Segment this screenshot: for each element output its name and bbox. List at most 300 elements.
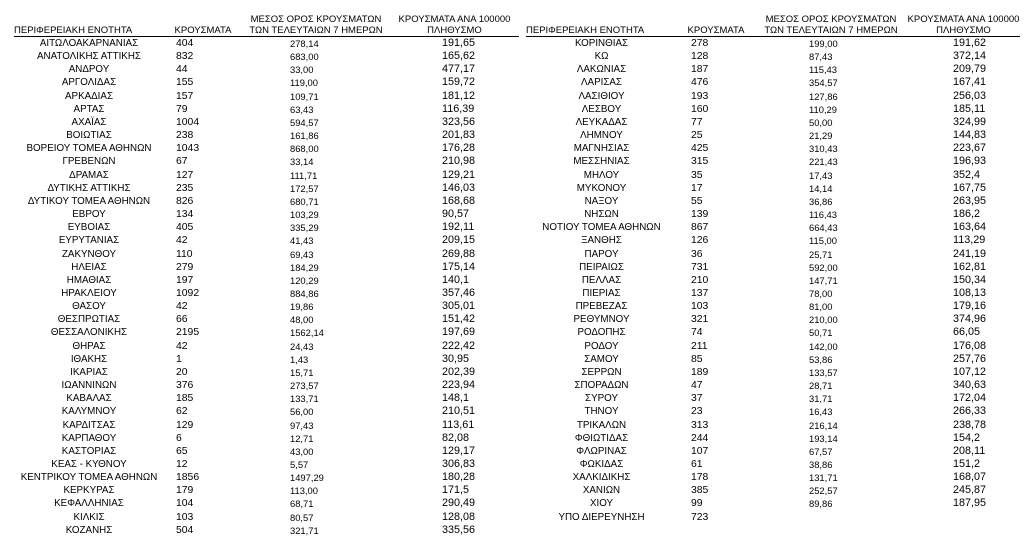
avg7-cell: 111,71 xyxy=(290,169,318,181)
per100k-cell: 176,08 xyxy=(953,339,987,352)
region-name-cell: ΚΕΡΚΥΡΑΣ xyxy=(63,485,115,497)
region-name-cell: ΦΛΩΡΙΝΑΣ xyxy=(576,445,627,457)
cases-cell: 110 xyxy=(176,248,193,260)
cases-cell: 504 xyxy=(176,524,194,536)
avg7-cell: 868,00 xyxy=(290,143,319,155)
avg7-cell: 335,29 xyxy=(290,222,319,234)
avg7-cell: 16,43 xyxy=(809,406,833,418)
table-row xyxy=(14,274,519,287)
cases-cell: 867 xyxy=(691,222,709,234)
table-row xyxy=(526,274,1020,287)
avg7-cell: 68,71 xyxy=(290,498,314,510)
region-name-cell: ΥΠΟ ΔΙΕΡΕΥΝΗΣΗ xyxy=(558,511,645,523)
region-name-cell: ΗΛΕΙΑΣ xyxy=(71,261,107,273)
per100k-cell: 176,28 xyxy=(442,142,476,155)
avg7-cell: 97,43 xyxy=(290,419,314,431)
cases-cell: 127 xyxy=(176,169,194,181)
table-row xyxy=(14,63,519,76)
cases-cell: 157 xyxy=(176,90,194,102)
table-row xyxy=(526,90,1020,103)
avg7-cell: 48,00 xyxy=(290,314,314,326)
per100k-cell: 116,39 xyxy=(442,102,475,115)
region-name-cell: ΡΟΔΟΠΗΣ xyxy=(577,327,626,339)
table-row xyxy=(526,50,1020,63)
region-name-cell: ΛΑΡΙΣΑΣ xyxy=(581,77,622,89)
cases-cell: 25 xyxy=(691,130,703,142)
region-name-cell: ΛΑΚΩΝΙΑΣ xyxy=(576,64,627,76)
cases-cell: 210 xyxy=(691,274,709,286)
table-row xyxy=(526,392,1020,405)
avg7-cell: 664,43 xyxy=(809,222,838,234)
table-row xyxy=(526,182,1020,195)
cases-cell: 103 xyxy=(176,511,194,523)
cases-cell: 313 xyxy=(691,419,709,431)
region-name-cell: ΦΘΙΩΤΙΔΑΣ xyxy=(574,432,629,444)
table-row xyxy=(526,169,1020,182)
per100k-cell: 172,04 xyxy=(953,392,987,405)
per100k-cell: 167,75 xyxy=(953,181,987,194)
avg7-cell: 87,43 xyxy=(809,51,833,63)
cases-cell: 104 xyxy=(176,498,194,510)
region-name-cell: ΣΕΡΡΩΝ xyxy=(581,366,622,378)
region-name-cell: ΡΟΔΟΥ xyxy=(584,340,619,352)
region-name-cell: ΚΟΡΙΝΘΙΑΣ xyxy=(574,38,629,49)
region-name-cell: ΘΑΣΟΥ xyxy=(72,301,106,313)
per100k-cell: 324,99 xyxy=(953,115,987,128)
table-row xyxy=(14,353,519,366)
region-name-cell: ΒΟΙΩΤΙΑΣ xyxy=(66,130,112,142)
avg7-cell: 36,86 xyxy=(809,195,833,207)
header-region: ΠΕΡΙΦΕΡΕΙΑΚΗ ΕΝΟΤΗΤΑ xyxy=(526,0,677,37)
per100k-cell: 266,33 xyxy=(953,405,987,418)
avg7-cell: 50,00 xyxy=(809,116,833,128)
per100k-cell xyxy=(907,511,1020,524)
avg7-cell: 63,43 xyxy=(290,103,314,115)
table-row xyxy=(526,458,1020,471)
region-name-cell: ΙΩΑΝΝΙΝΩΝ xyxy=(61,380,117,392)
region-name-cell: ΜΗΛΟΥ xyxy=(583,169,620,181)
avg7-cell: 15,71 xyxy=(290,366,314,378)
avg7-cell: 12,71 xyxy=(290,432,314,444)
region-name-cell: ΧΑΝΙΩΝ xyxy=(582,485,621,497)
avg7-cell: 133,57 xyxy=(809,366,838,378)
per100k-cell: 223,94 xyxy=(442,379,476,392)
table-row xyxy=(526,379,1020,392)
table-row xyxy=(14,497,519,510)
cases-cell: 185 xyxy=(176,393,194,405)
table-row xyxy=(14,392,519,405)
table-row xyxy=(14,261,519,274)
table-row xyxy=(14,405,519,418)
table-row xyxy=(526,76,1020,89)
region-name-cell: ΔΡΑΜΑΣ xyxy=(69,169,109,181)
avg7-cell: 67,57 xyxy=(809,445,833,457)
region-name-cell: ΕΥΒΟΙΑΣ xyxy=(67,222,111,234)
per100k-cell: 477,17 xyxy=(442,63,476,76)
table-row xyxy=(14,511,519,524)
per100k-cell: 222,42 xyxy=(442,339,476,352)
avg7-cell: 216,14 xyxy=(809,419,838,431)
table-row xyxy=(526,497,1020,510)
per100k-cell: 372,14 xyxy=(953,50,987,63)
region-name-cell: ΛΑΣΙΘΙΟΥ xyxy=(578,90,625,102)
cases-cell: 12 xyxy=(176,459,188,470)
table-row xyxy=(14,76,519,89)
per100k-cell: 209,79 xyxy=(953,63,987,76)
region-name-cell: ΘΕΣΣΑΛΟΝΙΚΗΣ xyxy=(50,327,128,339)
avg7-cell: 147,71 xyxy=(809,274,838,286)
region-name-cell: ΓΡΕΒΕΝΩΝ xyxy=(62,156,116,168)
region-name-cell: ΜΥΚΟΝΟΥ xyxy=(576,182,627,194)
per100k-cell: 323,56 xyxy=(442,115,476,128)
table-row xyxy=(526,432,1020,445)
per100k-cell: 148,1 xyxy=(442,392,470,405)
table-row xyxy=(526,63,1020,76)
region-name-cell: ΔΥΤΙΚΗΣ ΑΤΤΙΚΗΣ xyxy=(47,182,131,194)
per100k-cell: 113,61 xyxy=(442,418,475,431)
cases-cell: 476 xyxy=(691,77,709,89)
region-name-cell: ΚΩ xyxy=(594,51,609,63)
avg7-cell: 273,57 xyxy=(290,380,319,392)
region-name-cell: ΜΑΓΝΗΣΙΑΣ xyxy=(573,143,630,155)
per100k-cell: 269,88 xyxy=(442,247,476,260)
region-name-cell: ΚΑΣΤΟΡΙΑΣ xyxy=(61,445,117,457)
region-name-cell: ΗΡΑΚΛΕΙΟΥ xyxy=(61,287,117,299)
region-name-cell: ΜΕΣΣΗΝΙΑΣ xyxy=(573,156,630,168)
cases-cell: 1004 xyxy=(176,116,200,128)
cases-cell: 2195 xyxy=(176,327,200,339)
cases-cell: 139 xyxy=(691,209,709,221)
cases-cell: 42 xyxy=(176,235,188,247)
per100k-cell: 171,5 xyxy=(442,484,470,497)
region-name-cell: ΠΙΕΡΙΑΣ xyxy=(582,287,621,299)
table-row xyxy=(14,182,519,195)
cases-cell: 155 xyxy=(176,77,194,89)
per100k-cell: 165,62 xyxy=(442,50,476,63)
avg7-cell: 115,00 xyxy=(809,235,837,247)
cases-cell: 47 xyxy=(691,380,703,392)
region-name-cell: ΛΕΥΚΑΔΑΣ xyxy=(575,116,628,128)
per100k-cell: 113,29 xyxy=(953,234,986,247)
region-name-cell: ΠΡΕΒΕΖΑΣ xyxy=(575,301,628,313)
per100k-cell: 168,07 xyxy=(953,471,987,484)
cases-cell: 826 xyxy=(176,195,194,207)
table-row xyxy=(14,432,519,445)
cases-cell: 137 xyxy=(691,287,709,299)
region-name-cell: ΝΗΣΩΝ xyxy=(584,209,619,221)
per100k-cell: 144,83 xyxy=(953,129,987,142)
per100k-cell: 238,78 xyxy=(953,418,987,431)
header-per100k: ΚΡΟΥΣΜΑΤΑ ΑΝΑ 100000 ΠΛΗΘΥΣΜΟ xyxy=(390,0,519,37)
region-name-cell: ΚΑΛΥΜΝΟΥ xyxy=(61,406,117,418)
cases-cell: 1 xyxy=(176,353,182,365)
region-name-cell: ΑΡΚΑΔΙΑΣ xyxy=(65,90,113,102)
cases-cell: 244 xyxy=(691,432,709,444)
table-row xyxy=(526,195,1020,208)
header-region: ΠΕΡΙΦΕΡΕΙΑΚΗ ΕΝΟΤΗΤΑ xyxy=(14,0,164,37)
region-name-cell: ΚΑΒΑΛΑΣ xyxy=(66,393,112,405)
cases-cell: 44 xyxy=(176,64,188,76)
cases-cell: 376 xyxy=(176,380,194,392)
table-row xyxy=(526,366,1020,379)
cases-cell: 197 xyxy=(176,274,194,286)
cases-cell: 42 xyxy=(176,301,188,313)
region-name-cell: ΚΙΛΚΙΣ xyxy=(73,511,105,523)
table-row xyxy=(14,300,519,313)
header-avg7: ΜΕΣΟΣ ΟΡΟΣ ΚΡΟΥΣΜΑΤΩΝ ΤΩΝ ΤΕΛΕΥΤΑΙΩΝ 7 ΗΜΕΡΩΝ xyxy=(242,0,390,37)
region-name-cell: ΚΕΑΣ - ΚΥΘΝΟΥ xyxy=(51,459,127,470)
region-name-cell: ΣΑΜΟΥ xyxy=(584,353,619,365)
avg7-cell: 80,57 xyxy=(290,511,314,523)
cases-cell: 42 xyxy=(176,340,188,352)
header-avg7: ΜΕΣΟΣ ΟΡΟΣ ΚΡΟΥΣΜΑΤΩΝ ΤΩΝ ΤΕΛΕΥΤΑΙΩΝ 7 ΗΜΕΡΩΝ xyxy=(755,0,907,37)
table-row xyxy=(526,405,1020,418)
per100k-cell: 257,76 xyxy=(953,352,987,365)
per100k-cell: 128,08 xyxy=(442,510,476,523)
table-row xyxy=(14,366,519,379)
cases-cell: 107 xyxy=(691,445,709,457)
avg7-cell: 89,86 xyxy=(809,498,833,510)
region-name-cell: ΧΑΛΚΙΔΙΚΗΣ xyxy=(572,472,631,484)
cases-cell: 385 xyxy=(691,485,709,497)
table-row xyxy=(14,234,519,247)
cases-cell: 23 xyxy=(691,406,703,418)
avg7-cell: 1562,14 xyxy=(290,327,324,339)
cases-cell: 37 xyxy=(691,393,703,405)
per100k-cell: 140,1 xyxy=(442,273,470,286)
per100k-cell: 191,65 xyxy=(442,37,476,49)
region-name-cell: ΛΕΣΒΟΥ xyxy=(581,103,622,115)
table-header-row xyxy=(526,0,1020,37)
table-row xyxy=(526,248,1020,261)
cases-cell: 65 xyxy=(176,445,188,457)
table-body-left xyxy=(14,37,519,537)
region-name-cell: ΑΧΑΪΑΣ xyxy=(71,116,107,128)
cases-cell: 62 xyxy=(176,406,188,418)
region-name-cell: ΑΡΓΟΛΙΔΑΣ xyxy=(61,77,117,89)
avg7-cell: 103,29 xyxy=(290,209,319,221)
avg7-cell: 28,71 xyxy=(809,380,833,392)
cases-cell: 178 xyxy=(691,472,709,484)
region-name-cell: ΠΕΙΡΑΙΩΣ xyxy=(579,261,624,273)
cases-cell: 1043 xyxy=(176,143,200,155)
per100k-cell: 150,34 xyxy=(953,273,987,286)
per100k-cell: 151,2 xyxy=(953,458,981,470)
per100k-cell: 209,15 xyxy=(442,234,476,247)
per100k-cell: 151,42 xyxy=(442,313,476,326)
cases-cell: 425 xyxy=(691,143,709,155)
cases-table-left xyxy=(14,0,519,537)
table-row xyxy=(526,155,1020,168)
cases-cell: 74 xyxy=(691,327,703,339)
avg7-cell: 50,71 xyxy=(809,327,833,339)
per100k-cell: 107,12 xyxy=(953,365,987,378)
table-row xyxy=(14,313,519,326)
cases-cell: 17 xyxy=(691,182,703,194)
per100k-cell: 129,17 xyxy=(442,444,476,457)
cases-cell: 160 xyxy=(691,103,709,115)
region-name-cell: ΑΡΤΑΣ xyxy=(73,103,105,115)
table-row xyxy=(14,50,519,63)
table-row xyxy=(526,37,1020,51)
cases-cell: 61 xyxy=(691,459,703,470)
region-name-cell: ΘΕΣΠΡΩΤΙΑΣ xyxy=(57,314,121,326)
per100k-cell: 191,62 xyxy=(953,37,987,49)
cases-cell: 235 xyxy=(176,182,194,194)
cases-cell: 129 xyxy=(176,419,194,431)
cases-cell: 723 xyxy=(691,511,709,523)
table-row xyxy=(14,37,519,51)
table-row xyxy=(526,287,1020,300)
per100k-cell: 154,2 xyxy=(953,431,981,444)
avg7-cell: 56,00 xyxy=(290,406,314,418)
avg7-cell: 33,14 xyxy=(290,156,314,168)
avg7-cell: 53,86 xyxy=(809,353,833,365)
avg7-cell: 120,29 xyxy=(290,274,319,286)
cases-cell: 404 xyxy=(176,38,194,49)
cases-cell: 1856 xyxy=(176,472,200,484)
cases-cell: 66 xyxy=(176,314,188,326)
avg7-cell: 119,00 xyxy=(290,77,318,89)
per100k-cell: 180,28 xyxy=(442,471,476,484)
table-row xyxy=(14,116,519,129)
region-name-cell: ΙΚΑΡΙΑΣ xyxy=(70,366,108,378)
region-name-cell: ΤΡΙΚΑΛΩΝ xyxy=(576,419,627,431)
table-row xyxy=(526,103,1020,116)
region-name-cell: ΠΕΛΛΑΣ xyxy=(581,274,622,286)
per100k-cell: 192,11 xyxy=(442,221,475,234)
cases-cell: 278 xyxy=(691,38,709,49)
table-row xyxy=(14,103,519,116)
per100k-cell: 290,49 xyxy=(442,497,476,510)
table-row xyxy=(526,353,1020,366)
per100k-cell: 256,03 xyxy=(953,89,987,102)
cases-cell: 6 xyxy=(176,432,182,444)
avg7-cell: 354,57 xyxy=(809,77,838,89)
avg7-cell: 193,14 xyxy=(809,432,838,444)
per100k-cell: 168,68 xyxy=(442,194,476,207)
region-name-cell: ΧΙΟΥ xyxy=(589,498,614,510)
cases-cell: 211 xyxy=(691,340,708,352)
avg7-cell: 109,71 xyxy=(290,90,319,102)
per100k-cell: 352,4 xyxy=(953,168,981,181)
avg7-cell: 683,00 xyxy=(290,51,319,63)
per100k-cell: 197,69 xyxy=(442,326,476,339)
table-row xyxy=(526,129,1020,142)
table-row xyxy=(14,221,519,234)
avg7-cell: 594,57 xyxy=(290,116,319,128)
region-name-cell: ΑΝΑΤΟΛΙΚΗΣ ΑΤΤΙΚΗΣ xyxy=(37,51,141,63)
table-row xyxy=(526,471,1020,484)
avg7-cell: 133,71 xyxy=(290,393,319,405)
avg7-cell: 184,29 xyxy=(290,261,319,273)
per100k-cell: 374,96 xyxy=(953,313,987,326)
avg7-cell: 1,43 xyxy=(290,353,309,365)
cases-cell: 731 xyxy=(691,261,709,273)
avg7-cell: 884,86 xyxy=(290,287,319,299)
cases-cell: 279 xyxy=(176,261,194,273)
cases-cell: 187 xyxy=(691,64,709,76)
cases-cell: 79 xyxy=(176,103,188,115)
table-row xyxy=(526,234,1020,247)
region-name-cell: ΝΑΞΟΥ xyxy=(584,195,619,207)
table-row xyxy=(14,155,519,168)
avg7-cell: 24,43 xyxy=(290,340,314,352)
region-name-cell: ΙΘΑΚΗΣ xyxy=(70,353,108,365)
region-name-cell: ΡΕΘΥΜΝΟΥ xyxy=(573,314,630,326)
cases-cell: 128 xyxy=(691,51,709,63)
per100k-cell: 210,98 xyxy=(442,155,476,168)
table-row xyxy=(526,208,1020,221)
avg7-cell: 116,43 xyxy=(809,209,837,221)
cases-cell: 134 xyxy=(176,209,194,221)
per100k-cell: 241,19 xyxy=(953,247,987,260)
avg7-cell: 221,43 xyxy=(809,156,838,168)
region-name-cell: ΒΟΡΕΙΟΥ ΤΟΜΕΑ ΑΘΗΝΩΝ xyxy=(26,143,152,155)
cases-cell: 238 xyxy=(176,130,194,142)
per100k-cell: 357,46 xyxy=(442,286,476,299)
avg7-cell: 21,29 xyxy=(809,130,833,142)
per100k-cell: 223,67 xyxy=(953,142,987,155)
avg7-cell: 199,00 xyxy=(809,38,838,49)
header-cases: ΚΡΟΥΣΜΑΤΑ xyxy=(677,0,755,37)
table-row xyxy=(526,116,1020,129)
avg7-cell: 33,00 xyxy=(290,64,314,76)
avg7-cell: 115,43 xyxy=(809,64,837,76)
per100k-cell: 196,93 xyxy=(953,155,987,168)
region-name-cell: ΕΥΡΥΤΑΝΙΑΣ xyxy=(58,235,120,247)
region-name-cell: ΞΑΝΘΗΣ xyxy=(581,235,622,247)
avg7-cell xyxy=(755,511,907,524)
table-row xyxy=(14,142,519,155)
avg7-cell: 43,00 xyxy=(290,445,314,457)
region-name-cell: ΖΑΚΥΝΘΟΥ xyxy=(61,248,117,260)
per100k-cell: 335,56 xyxy=(442,523,476,536)
region-name-cell: ΔΥΤΙΚΟΥ ΤΟΜΕΑ ΑΘΗΝΩΝ xyxy=(27,195,151,207)
avg7-cell: 172,57 xyxy=(290,182,319,194)
region-name-cell: ΗΜΑΘΙΑΣ xyxy=(66,274,112,286)
cases-cell: 77 xyxy=(691,116,703,128)
header-cases: ΚΡΟΥΣΜΑΤΑ xyxy=(164,0,242,37)
per100k-cell: 163,64 xyxy=(953,221,987,234)
per100k-cell: 186,2 xyxy=(953,208,981,221)
per100k-cell: 146,03 xyxy=(442,181,476,194)
region-name-cell: ΚΕΝΤΡΙΚΟΥ ΤΟΜΕΑ ΑΘΗΝΩΝ xyxy=(20,472,158,484)
region-name-cell: ΣΥΡΟΥ xyxy=(585,393,618,405)
avg7-cell: 252,57 xyxy=(809,485,838,497)
cases-cell: 321 xyxy=(691,314,709,326)
table-row xyxy=(14,458,519,471)
table-row xyxy=(526,340,1020,353)
per100k-cell: 210,51 xyxy=(442,405,476,418)
table-row xyxy=(14,90,519,103)
per100k-cell: 245,87 xyxy=(953,484,987,497)
table-row xyxy=(14,419,519,432)
avg7-cell: 41,43 xyxy=(290,235,314,247)
table-row xyxy=(526,511,1020,524)
table-row xyxy=(526,142,1020,155)
avg7-cell: 278,14 xyxy=(290,38,319,49)
avg7-cell: 131,71 xyxy=(809,472,838,484)
table-row xyxy=(526,261,1020,274)
region-name-cell: ΝΟΤΙΟΥ ΤΟΜΕΑ ΑΘΗΝΩΝ xyxy=(542,222,661,234)
region-name-cell: ΤΗΝΟΥ xyxy=(584,406,619,418)
cases-cell: 99 xyxy=(691,498,703,510)
per100k-cell: 179,16 xyxy=(953,300,987,313)
region-name-cell: ΚΕΦΑΛΛΗΝΙΑΣ xyxy=(54,498,124,510)
cases-cell: 193 xyxy=(691,90,709,102)
per100k-cell: 90,57 xyxy=(442,208,470,221)
